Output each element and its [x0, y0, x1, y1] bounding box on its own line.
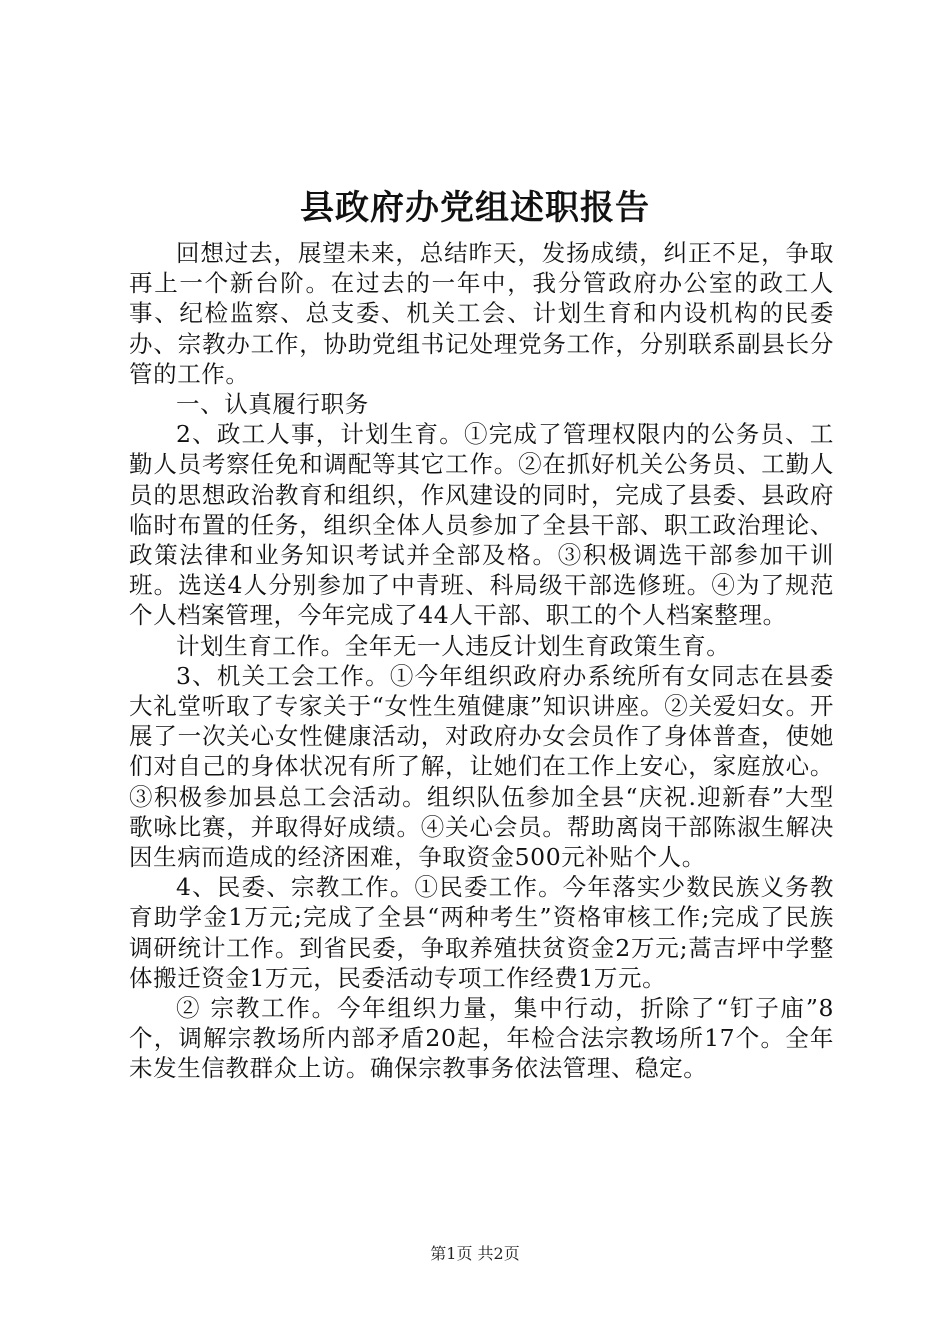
- paragraph-religion: ② 宗教工作。今年组织力量，集中行动，折除了“钉子庙”8个，调解宗教场所内部矛盾20起，年检合法宗教场所17个。全年未发生信教群众上访。确保宗教事务依法管理、稳定。: [129, 994, 834, 1083]
- paragraph-personnel: 2、政工人事，计划生育。①完成了管理权限内的公务员、工勤人员考察任免和调配等其它工作。②在抓好机关公务员、工勤人员的思想政治教育和组织，作风建设的同时，完成了县委、县政府临时布置的任务，组织全体人员参加了全县干部、职工政治理论、政策法律和业务知识考试并全部及格。③积极调选干部参加干训班。选送4人分别参加了中青班、科局级干部选修班。④为了规范个人档案管理，今年完成了44人干部、职工的个人档案整理。: [129, 420, 834, 630]
- paragraph-ethnic-religion: 4、民委、宗教工作。①民委工作。今年落实少数民族义务教育助学金1万元;完成了全县“两种考生”资格审核工作;完成了民族调研统计工作。到省民委，争取养殖扶贫资金2万元;蒿吉坪中学整体搬迁资金1万元，民委活动专项工作经费1万元。: [129, 873, 834, 992]
- document-title: 县政府办党组述职报告: [300, 188, 650, 228]
- paragraph-union: 3、机关工会工作。①今年组织政府办系统所有女同志在县委大礼堂听取了专家关于“女性生殖健康”知识讲座。②关爱妇女。开展了一次关心女性健康活动，对政府办女会员作了身体普查，使她们对自己的身体状况有所了解，让她们在工作上安心，家庭放心。③积极参加县总工会活动。组织队伍参加全县“庆祝.迎新春”大型歌咏比赛，并取得好成绩。④关心会员。帮助离岗干部陈淑生解决因生病而造成的经济困难，争取资金500元补贴个人。: [129, 661, 834, 872]
- paragraph-intro: 回想过去，展望未来，总结昨天，发扬成绩，纠正不足，争取再上一个新台阶。在过去的一年中，我分管政府办公室的政工人事、纪检监察、总支委、机关工会、计划生育和内设机构的民委办、宗教办工作，协助党组书记处理党务工作，分别联系副县长分管的工作。: [129, 239, 834, 388]
- section-heading: 一、认真履行职务: [176, 390, 369, 419]
- document-body: [129, 238, 834, 1084]
- page-footer: 第1页 共2页: [430, 1244, 520, 1263]
- paragraph-family-planning: 计划生育工作。全年无一人违反计划生育政策生育。: [176, 631, 731, 660]
